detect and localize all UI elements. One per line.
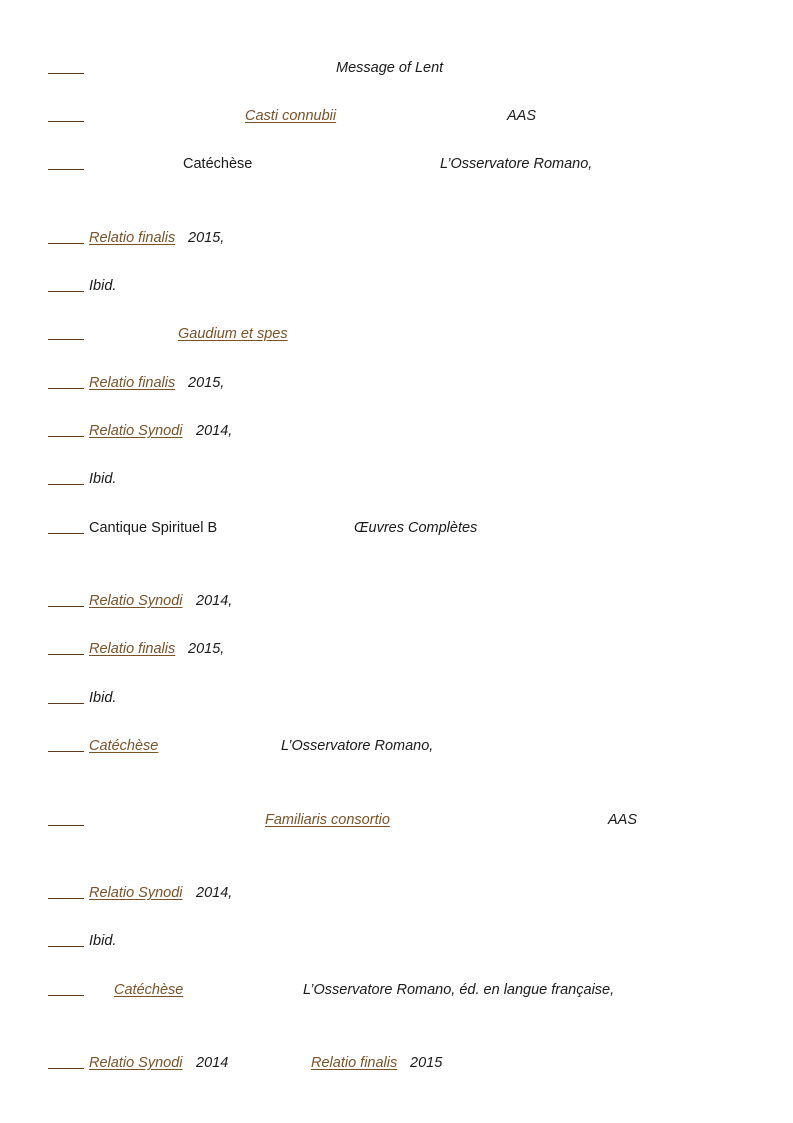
footnote-text: 2015, — [188, 375, 225, 391]
footnote-text: 2014, — [196, 593, 233, 609]
footnote-text: 2014 — [196, 1055, 229, 1071]
footnote-text: Message of Lent — [336, 60, 444, 76]
footnote-line — [0, 518, 793, 540]
footnote-rule — [48, 121, 84, 122]
footnote-link[interactable]: Relatio finalis — [89, 230, 176, 246]
footnote-text: L’Osservatore Romano, éd. en langue française, — [303, 982, 615, 998]
footnote-line — [0, 810, 793, 832]
footnote-line — [0, 980, 793, 1002]
footnote-text: 2015, — [188, 230, 225, 246]
footnote-rule — [48, 484, 84, 485]
footnote-line — [0, 58, 793, 80]
footnote-line — [0, 373, 793, 395]
footnote-text: AAS — [608, 812, 638, 828]
footnote-rule — [48, 73, 84, 74]
footnote-rule — [48, 243, 84, 244]
footnote-rule — [48, 388, 84, 389]
footnote-link[interactable]: Relatio finalis — [311, 1055, 398, 1071]
footnote-rule — [48, 339, 84, 340]
footnote-text: L’Osservatore Romano, — [440, 156, 593, 172]
footnote-link[interactable]: Relatio Synodi — [89, 423, 183, 439]
footnote-link[interactable]: Relatio finalis — [89, 375, 176, 391]
footnote-line — [0, 591, 793, 613]
footnote-link[interactable]: Relatio Synodi — [89, 885, 183, 901]
footnote-line — [0, 324, 793, 346]
footnote-text: Ibid. — [89, 278, 117, 294]
footnote-text: Ibid. — [89, 471, 117, 487]
footnote-rule — [48, 436, 84, 437]
footnote-text: L’Osservatore Romano, — [281, 738, 434, 754]
footnote-rule — [48, 898, 84, 899]
footnote-line — [0, 421, 793, 443]
footnote-text: Ibid. — [89, 933, 117, 949]
footnote-line — [0, 469, 793, 491]
footnote-rule — [48, 946, 84, 947]
footnote-line — [0, 736, 793, 758]
footnote-link[interactable]: Relatio Synodi — [89, 1055, 183, 1071]
footnote-text: 2014, — [196, 423, 233, 439]
footnote-text: 2015 — [410, 1055, 443, 1071]
footnote-rule — [48, 995, 84, 996]
footnote-text: Ibid. — [89, 690, 117, 706]
footnote-link[interactable]: Casti connubii — [245, 108, 337, 124]
footnote-rule — [48, 825, 84, 826]
footnote-text: Catéchèse — [183, 156, 253, 172]
footnote-rule — [48, 606, 84, 607]
footnote-link[interactable]: Familiaris consortio — [265, 812, 390, 828]
footnote-line — [0, 883, 793, 905]
footnote-text: Cantique Spirituel B — [89, 520, 218, 536]
footnote-link[interactable]: Catéchèse — [114, 982, 184, 998]
footnote-text: 2014, — [196, 885, 233, 901]
footnote-line — [0, 639, 793, 661]
footnote-line — [0, 931, 793, 953]
footnote-line — [0, 276, 793, 298]
footnote-line — [0, 154, 793, 176]
footnote-line — [0, 228, 793, 250]
footnote-line — [0, 688, 793, 710]
footnote-rule — [48, 169, 84, 170]
footnote-link[interactable]: Catéchèse — [89, 738, 159, 754]
footnote-text: 2015, — [188, 641, 225, 657]
footnote-text: AAS — [507, 108, 537, 124]
footnote-link[interactable]: Relatio Synodi — [89, 593, 183, 609]
footnote-rule — [48, 654, 84, 655]
footnote-rule — [48, 751, 84, 752]
footnote-line — [0, 106, 793, 128]
footnote-rule — [48, 291, 84, 292]
footnote-line — [0, 1053, 793, 1075]
footnote-rule — [48, 1068, 84, 1069]
footnote-link[interactable]: Gaudium et spes — [178, 326, 288, 342]
footnote-rule — [48, 703, 84, 704]
footnote-link[interactable]: Relatio finalis — [89, 641, 176, 657]
footnote-rule — [48, 533, 84, 534]
footnote-text: Œuvres Complètes — [354, 520, 478, 536]
